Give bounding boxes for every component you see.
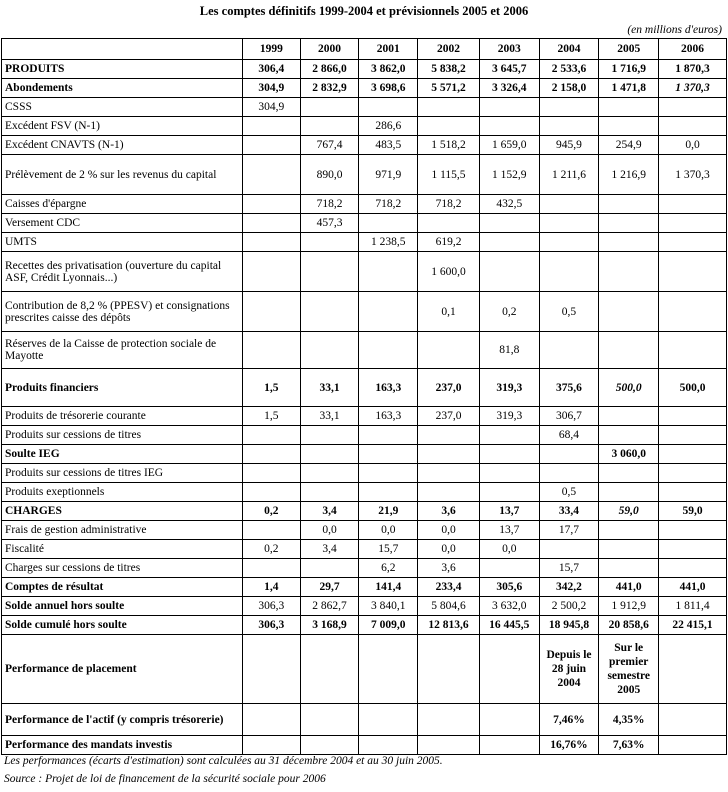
row-label: Réserves de la Caisse de protection sociale de Mayotte: [2, 332, 243, 369]
value-cell: 441,0: [659, 578, 727, 597]
value-cell: [479, 736, 539, 755]
value-cell: 13,7: [479, 502, 539, 521]
year-header: 2006: [659, 39, 727, 60]
year-header: 2005: [599, 39, 659, 60]
value-cell: 483,5: [359, 136, 418, 155]
row-label: Contribution de 8,2 % (PPESV) et consignations prescrites caisse des dépôts: [2, 292, 243, 332]
value-cell: [300, 332, 359, 369]
value-cell: Depuis le 28 juin 2004: [539, 635, 599, 704]
value-cell: 237,0: [418, 369, 480, 407]
value-cell: 2 862,7: [300, 597, 359, 616]
value-cell: 2 158,0: [539, 79, 599, 98]
value-cell: 306,7: [539, 407, 599, 426]
row-label: Produits exeptionnels: [2, 483, 243, 502]
value-cell: [659, 426, 727, 445]
accounts-table: [1, 38, 727, 755]
table-row: [2, 483, 727, 502]
value-cell: [659, 98, 727, 117]
value-cell: 3 698,6: [359, 79, 418, 98]
value-cell: [479, 483, 539, 502]
value-cell: 163,3: [359, 369, 418, 407]
table-row: [2, 79, 727, 98]
value-cell: [479, 117, 539, 136]
value-cell: 1,5: [242, 407, 300, 426]
value-cell: 3,4: [300, 540, 359, 559]
row-label: Abondements: [2, 79, 243, 98]
value-cell: 3 840,1: [359, 597, 418, 616]
table-row: [2, 407, 727, 426]
table-row: [2, 540, 727, 559]
value-cell: [359, 483, 418, 502]
value-cell: [242, 445, 300, 464]
row-label: Solde annuel hors soulte: [2, 597, 243, 616]
value-cell: [479, 214, 539, 233]
row-label: Performance de placement: [2, 635, 243, 704]
value-cell: [599, 559, 659, 578]
value-cell: 7,63%: [599, 736, 659, 755]
value-cell: [359, 332, 418, 369]
value-cell: [418, 332, 480, 369]
row-label: Frais de gestion administrative: [2, 521, 243, 540]
value-cell: [659, 704, 727, 736]
value-cell: [599, 292, 659, 332]
row-label: UMTS: [2, 233, 243, 252]
value-cell: 7,46%: [539, 704, 599, 736]
table-row: [2, 136, 727, 155]
value-cell: 286,6: [359, 117, 418, 136]
value-cell: 233,4: [418, 578, 480, 597]
unit-label: (en millions d'euros): [627, 24, 722, 36]
value-cell: [418, 635, 480, 704]
header-blank-cell: [2, 39, 243, 60]
value-cell: 2 533,6: [539, 60, 599, 79]
row-label: Solde cumulé hors soulte: [2, 616, 243, 635]
header-row: [2, 39, 727, 60]
value-cell: 163,3: [359, 407, 418, 426]
value-cell: [659, 736, 727, 755]
value-cell: 22 415,1: [659, 616, 727, 635]
value-cell: [479, 464, 539, 483]
table-body: [2, 39, 727, 755]
value-cell: 441,0: [599, 578, 659, 597]
year-header: 2004: [539, 39, 599, 60]
table-row: [2, 332, 727, 369]
value-cell: [242, 136, 300, 155]
value-cell: 59,0: [659, 502, 727, 521]
value-cell: [359, 704, 418, 736]
value-cell: 1 152,9: [479, 155, 539, 195]
value-cell: [659, 252, 727, 292]
value-cell: 890,0: [300, 155, 359, 195]
value-cell: [359, 445, 418, 464]
value-cell: [242, 155, 300, 195]
value-cell: 1 238,5: [359, 233, 418, 252]
table-row: [2, 155, 727, 195]
table-row: [2, 521, 727, 540]
value-cell: 12 813,6: [418, 616, 480, 635]
value-cell: [659, 214, 727, 233]
value-cell: 319,3: [479, 369, 539, 407]
value-cell: 305,6: [479, 578, 539, 597]
value-cell: 3,6: [418, 559, 480, 578]
table-row: [2, 578, 727, 597]
value-cell: [539, 332, 599, 369]
value-cell: [659, 233, 727, 252]
value-cell: 29,7: [300, 578, 359, 597]
value-cell: 33,4: [539, 502, 599, 521]
value-cell: 3 326,4: [479, 79, 539, 98]
value-cell: [599, 332, 659, 369]
value-cell: [539, 540, 599, 559]
value-cell: [300, 736, 359, 755]
value-cell: 306,3: [242, 597, 300, 616]
value-cell: 3 645,7: [479, 60, 539, 79]
year-header: 1999: [242, 39, 300, 60]
value-cell: [479, 233, 539, 252]
table-title: Les comptes définitifs 1999-2004 et prévisionnels 2005 et 2006: [199, 4, 529, 18]
value-cell: 971,9: [359, 155, 418, 195]
value-cell: 0,5: [539, 483, 599, 502]
value-cell: 432,5: [479, 195, 539, 214]
value-cell: [242, 635, 300, 704]
value-cell: 3 060,0: [599, 445, 659, 464]
value-cell: [599, 464, 659, 483]
value-cell: [242, 704, 300, 736]
value-cell: [659, 292, 727, 332]
value-cell: [479, 635, 539, 704]
value-cell: 1 370,3: [659, 155, 727, 195]
value-cell: 7 009,0: [359, 616, 418, 635]
year-header: 2000: [300, 39, 359, 60]
value-cell: 20 858,6: [599, 616, 659, 635]
row-label: Prélèvement de 2 % sur les revenus du capital: [2, 155, 243, 195]
table-row: [2, 445, 727, 464]
value-cell: 3 862,0: [359, 60, 418, 79]
value-cell: 1 716,9: [599, 60, 659, 79]
table-row: [2, 559, 727, 578]
value-cell: 718,2: [359, 195, 418, 214]
value-cell: 254,9: [599, 136, 659, 155]
value-cell: 2 500,2: [539, 597, 599, 616]
value-cell: 0,2: [242, 540, 300, 559]
value-cell: [300, 98, 359, 117]
value-cell: 304,9: [242, 98, 300, 117]
row-label: CHARGES: [2, 502, 243, 521]
value-cell: [242, 214, 300, 233]
value-cell: [659, 332, 727, 369]
value-cell: [242, 464, 300, 483]
row-label: Produits sur cessions de titres: [2, 426, 243, 445]
row-label: Excédent FSV (N-1): [2, 117, 243, 136]
value-cell: 0,0: [359, 521, 418, 540]
value-cell: 1 811,4: [659, 597, 727, 616]
value-cell: [242, 195, 300, 214]
value-cell: 2 832,9: [300, 79, 359, 98]
table-row: [2, 369, 727, 407]
value-cell: [418, 483, 480, 502]
table-row: [2, 616, 727, 635]
table-row: [2, 117, 727, 136]
value-cell: [359, 426, 418, 445]
value-cell: [659, 559, 727, 578]
value-cell: 0,0: [300, 521, 359, 540]
value-cell: 1 600,0: [418, 252, 480, 292]
value-cell: [359, 736, 418, 755]
value-cell: [659, 464, 727, 483]
value-cell: [599, 233, 659, 252]
value-cell: [539, 195, 599, 214]
value-cell: [479, 704, 539, 736]
value-cell: Sur le premier semestre 2005: [599, 635, 659, 704]
value-cell: 4,35%: [599, 704, 659, 736]
value-cell: 0,0: [418, 540, 480, 559]
footnote-source: Source : Projet de loi de financement de la sécurité sociale pour 2006: [4, 773, 326, 785]
value-cell: 15,7: [359, 540, 418, 559]
value-cell: 1 370,3: [659, 79, 727, 98]
value-cell: [242, 521, 300, 540]
row-label: Excédent CNAVTS (N-1): [2, 136, 243, 155]
value-cell: [479, 426, 539, 445]
value-cell: [659, 635, 727, 704]
value-cell: [242, 483, 300, 502]
value-cell: [359, 292, 418, 332]
year-header: 2001: [359, 39, 418, 60]
value-cell: [599, 214, 659, 233]
value-cell: 5 571,2: [418, 79, 480, 98]
value-cell: 68,4: [539, 426, 599, 445]
table-row: [2, 292, 727, 332]
row-label: Comptes de résultat: [2, 578, 243, 597]
value-cell: 319,3: [479, 407, 539, 426]
value-cell: [539, 464, 599, 483]
row-label: Performance des mandats investis: [2, 736, 243, 755]
table-row: [2, 98, 727, 117]
value-cell: [599, 483, 659, 502]
value-cell: [479, 98, 539, 117]
table-row: [2, 233, 727, 252]
table-row: [2, 426, 727, 445]
value-cell: 1,4: [242, 578, 300, 597]
value-cell: [659, 445, 727, 464]
value-cell: [659, 540, 727, 559]
value-cell: 306,4: [242, 60, 300, 79]
value-cell: [659, 117, 727, 136]
value-cell: 0,2: [479, 292, 539, 332]
value-cell: 1 518,2: [418, 136, 480, 155]
value-cell: [539, 98, 599, 117]
row-label: Charges sur cessions de titres: [2, 559, 243, 578]
value-cell: [418, 426, 480, 445]
value-cell: 1 471,8: [599, 79, 659, 98]
row-label: Produits financiers: [2, 369, 243, 407]
value-cell: 16 445,5: [479, 616, 539, 635]
value-cell: [418, 736, 480, 755]
value-cell: [599, 117, 659, 136]
value-cell: [300, 445, 359, 464]
table-row: [2, 502, 727, 521]
value-cell: [479, 445, 539, 464]
value-cell: 1 870,3: [659, 60, 727, 79]
value-cell: [539, 117, 599, 136]
year-header: 2002: [418, 39, 480, 60]
value-cell: [418, 445, 480, 464]
value-cell: 141,4: [359, 578, 418, 597]
value-cell: 3 168,9: [300, 616, 359, 635]
value-cell: [599, 426, 659, 445]
value-cell: 1 659,0: [479, 136, 539, 155]
value-cell: 3 632,0: [479, 597, 539, 616]
value-cell: 237,0: [418, 407, 480, 426]
value-cell: 342,2: [539, 578, 599, 597]
value-cell: 1 216,9: [599, 155, 659, 195]
value-cell: 457,3: [300, 214, 359, 233]
value-cell: [539, 252, 599, 292]
value-cell: 5 804,6: [418, 597, 480, 616]
row-label: Produits de trésorerie courante: [2, 407, 243, 426]
table-row: [2, 214, 727, 233]
table-row: [2, 464, 727, 483]
table-row: [2, 252, 727, 292]
value-cell: [300, 464, 359, 483]
value-cell: 619,2: [418, 233, 480, 252]
value-cell: [359, 98, 418, 117]
value-cell: [242, 117, 300, 136]
value-cell: 375,6: [539, 369, 599, 407]
value-cell: 767,4: [300, 136, 359, 155]
value-cell: [300, 483, 359, 502]
value-cell: 0,5: [539, 292, 599, 332]
value-cell: 81,8: [479, 332, 539, 369]
value-cell: 2 866,0: [300, 60, 359, 79]
value-cell: [599, 98, 659, 117]
value-cell: [300, 426, 359, 445]
value-cell: 18 945,8: [539, 616, 599, 635]
value-cell: [479, 252, 539, 292]
row-label: Recettes des privatisation (ouverture du capital ASF, Crédit Lyonnais...): [2, 252, 243, 292]
value-cell: 718,2: [418, 195, 480, 214]
value-cell: [599, 195, 659, 214]
table-row: [2, 60, 727, 79]
value-cell: 500,0: [659, 369, 727, 407]
row-label: CSSS: [2, 98, 243, 117]
value-cell: [359, 214, 418, 233]
value-cell: 59,0: [599, 502, 659, 521]
value-cell: 0,2: [242, 502, 300, 521]
row-label: Fiscalité: [2, 540, 243, 559]
value-cell: 0,1: [418, 292, 480, 332]
value-cell: 3,4: [300, 502, 359, 521]
value-cell: [359, 464, 418, 483]
value-cell: 15,7: [539, 559, 599, 578]
row-label: Soulte IEG: [2, 445, 243, 464]
value-cell: [300, 559, 359, 578]
value-cell: [300, 292, 359, 332]
value-cell: 306,3: [242, 616, 300, 635]
value-cell: [242, 332, 300, 369]
value-cell: [300, 117, 359, 136]
value-cell: [659, 195, 727, 214]
value-cell: [418, 117, 480, 136]
value-cell: [359, 635, 418, 704]
year-header: 2003: [479, 39, 539, 60]
performance-row: [2, 704, 727, 736]
value-cell: 6,2: [359, 559, 418, 578]
value-cell: [659, 521, 727, 540]
value-cell: [242, 559, 300, 578]
value-cell: [242, 252, 300, 292]
value-cell: [300, 252, 359, 292]
value-cell: 945,9: [539, 136, 599, 155]
value-cell: 1 912,9: [599, 597, 659, 616]
value-cell: [418, 98, 480, 117]
value-cell: 13,7: [479, 521, 539, 540]
value-cell: 33,1: [300, 369, 359, 407]
value-cell: 0,0: [479, 540, 539, 559]
value-cell: [539, 233, 599, 252]
table-row: [2, 597, 727, 616]
value-cell: [418, 704, 480, 736]
value-cell: 0,0: [659, 136, 727, 155]
row-label: Versement CDC: [2, 214, 243, 233]
row-label: Performance de l'actif (y compris trésorerie): [2, 704, 243, 736]
value-cell: [300, 233, 359, 252]
value-cell: 304,9: [242, 79, 300, 98]
value-cell: 5 838,2: [418, 60, 480, 79]
row-label: Produits sur cessions de titres IEG: [2, 464, 243, 483]
value-cell: 0,0: [418, 521, 480, 540]
row-label: PRODUITS: [2, 60, 243, 79]
value-cell: [242, 426, 300, 445]
value-cell: 3,6: [418, 502, 480, 521]
value-cell: 1 211,6: [539, 155, 599, 195]
value-cell: [599, 521, 659, 540]
value-cell: [599, 407, 659, 426]
value-cell: 1,5: [242, 369, 300, 407]
value-cell: [599, 252, 659, 292]
value-cell: 500,0: [599, 369, 659, 407]
performance-row: [2, 635, 727, 704]
value-cell: [659, 483, 727, 502]
value-cell: [359, 252, 418, 292]
value-cell: [242, 292, 300, 332]
value-cell: [418, 214, 480, 233]
row-label: Caisses d'épargne: [2, 195, 243, 214]
value-cell: [418, 464, 480, 483]
value-cell: [479, 559, 539, 578]
table-row: [2, 195, 727, 214]
performance-row: [2, 736, 727, 755]
value-cell: 16,76%: [539, 736, 599, 755]
value-cell: 718,2: [300, 195, 359, 214]
value-cell: 33,1: [300, 407, 359, 426]
value-cell: [539, 445, 599, 464]
value-cell: 17,7: [539, 521, 599, 540]
value-cell: [659, 407, 727, 426]
value-cell: [242, 233, 300, 252]
value-cell: [300, 704, 359, 736]
value-cell: [300, 635, 359, 704]
footnote-performance: Les performances (écarts d'estimation) sont calculées au 31 décembre 2004 et au 30 juin 2005.: [4, 755, 443, 767]
value-cell: [539, 214, 599, 233]
value-cell: 21,9: [359, 502, 418, 521]
value-cell: [599, 540, 659, 559]
value-cell: 1 115,5: [418, 155, 480, 195]
value-cell: [242, 736, 300, 755]
